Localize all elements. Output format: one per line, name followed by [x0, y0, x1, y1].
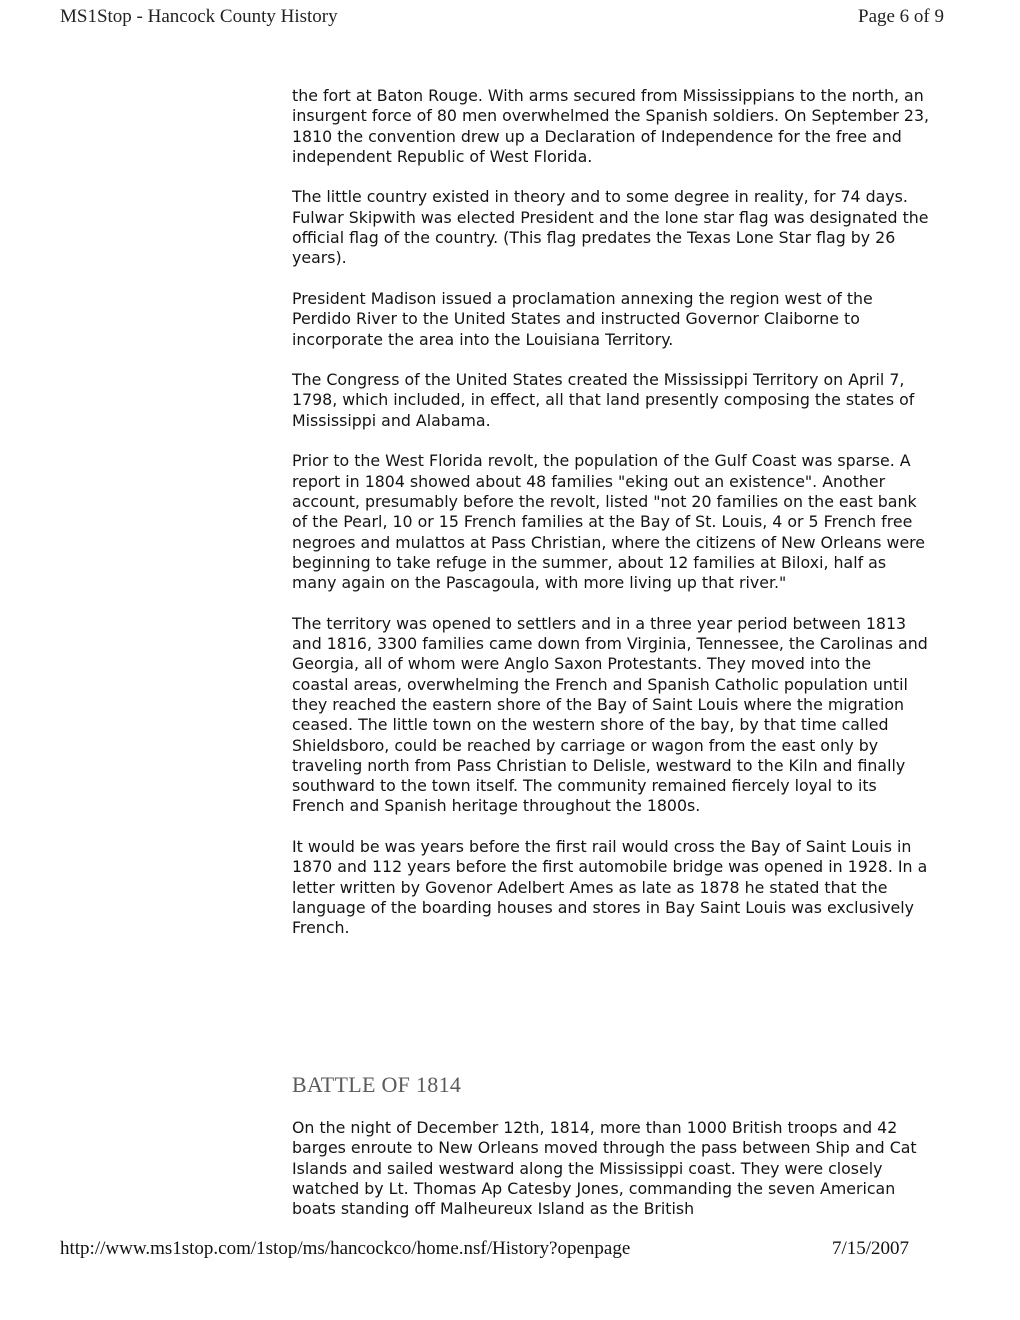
article-body: [292, 86, 932, 959]
footer-date: 7/15/2007: [832, 1238, 910, 1259]
header-site-title: MS1Stop - Hancock County History: [60, 6, 338, 27]
paragraph-battle-of-1814: On the night of December 12th, 1814, more than 1000 British troops and 42 barges enroute to New Orleans moved through the pass between Ship and Cat Islands and sailed westward along the Mississippi coast. They were closely watched by Lt. Thomas Ap Catesby Jones, commanding the seven American boats standing off Malheureux Island as the British: [292, 1118, 917, 1219]
header-page-number: Page 6 of 9: [858, 6, 945, 27]
paragraph-little-country: The little country existed in theory and to some degree in reality, for 74 days. Fulwar Skipwith was elected President and the lone star flag was designated the official flag of the country. (This flag predates the Texas Lone Star flag by 26 years).: [292, 187, 929, 268]
paragraph-settlers: The territory was opened to settlers and in a three year period between 1813 and 1816, 3300 families came down from Virginia, Tennessee, the Carolinas and Georgia, all of whom were Anglo Saxon Protestants. They moved into the coastal areas, overwhelming the French and Spanish Catholic population until they reached the eastern shore of the Bay of Saint Louis where the migration ceased. The little town on the western shore of the bay, by that time called Shieldsboro, could be reached by carriage or wagon from the east only by traveling north from Pass Christian to Delisle, westward to the Kiln and finally southward to the town itself. The community remained fiercely loyal to its French and Spanish heritage throughout the 1800s.: [292, 613, 928, 816]
paragraph-mississippi-territory: The Congress of the United States created the Mississippi Territory on April 7, 1798, which included, in effect, all that land presently composing the states of Mississippi and Alabama.: [292, 370, 915, 430]
paragraph-rail-and-bridge: It would be was years before the first rail would cross the Bay of Saint Louis in 1870 and 112 years before the first automobile bridge was opened in 1928. In a letter written by Govenor Adelbert Ames as late as 1878 he stated that the language of the boarding houses and stores in Bay Saint Louis was exclusively French.: [292, 836, 928, 938]
section-body: [292, 1118, 932, 1240]
section-heading-battle: BATTLE OF 1814: [292, 1072, 462, 1097]
paragraph-madison-proclamation: President Madison issued a proclamation annexing the region west of the Perdido River to the United States and instructed Governor Claiborne to incorporate the area into the Louisiana Territory.: [292, 288, 873, 349]
paragraph-gulf-coast-population: Prior to the West Florida revolt, the population of the Gulf Coast was sparse. A report in 1804 showed about 48 families "eking out an existence". Another account, presumably before the revolt, listed "not 20 families on the east bank of the Pearl, 10 or 15 French families at the Bay of St. Louis, 4 or 5 French free negroes and mulattos at Pass Christian, where the citizens of New Orleans were beginning to take refuge in the summer, about 12 families at Biloxi, half as many again on the Pascagoula, with more living up that river.": [292, 451, 926, 593]
paragraph-west-florida-fort: the fort at Baton Rouge. With arms secured from Mississippians to the north, an insurgent force of 80 men overwhelmed the Spanish soldiers. On September 23, 1810 the convention drew up a Declaration of Independence for the free and independent Republic of West Florida.: [292, 86, 930, 166]
footer-url: http://www.ms1stop.com/1stop/ms/hancockco/home.nsf/History?openpage: [60, 1238, 631, 1259]
